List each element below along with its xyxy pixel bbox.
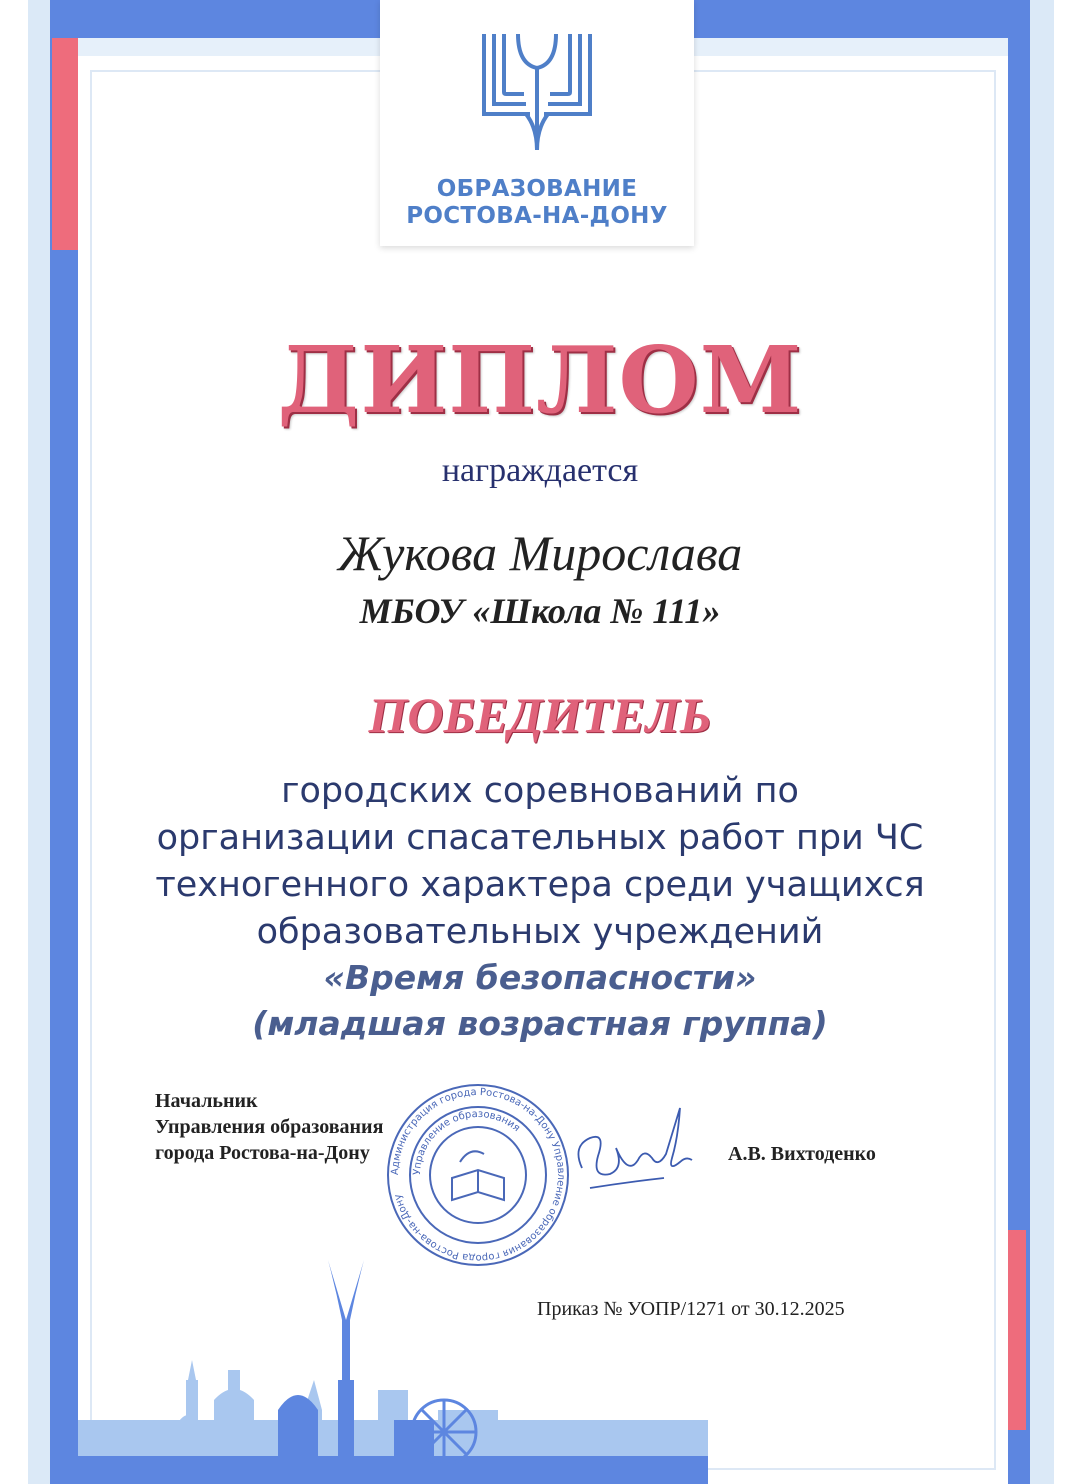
awarded-text: награждается xyxy=(441,452,639,489)
diploma-title: ДИПЛОМ xyxy=(277,326,803,434)
stamp-outer-text: Администрация города Ростова-на-Дону Управление образования города Ростова-на-Дону xyxy=(389,1086,567,1264)
frame-left-pink-stripe xyxy=(52,20,78,250)
contest-name: «Время безопасности» xyxy=(323,958,757,997)
age-group: (младшая возрастная группа) xyxy=(252,1004,828,1043)
stamp-inner-text: Управление образования xyxy=(411,1108,522,1176)
signer-position-line: Начальник xyxy=(155,1090,258,1112)
description-line: техногенного характера среди учащихся xyxy=(155,865,925,905)
signer-position-line: города Ростова-на-Дону xyxy=(155,1142,370,1164)
description-line: городских соревнований по xyxy=(281,771,799,811)
handwritten-signature xyxy=(568,1098,698,1208)
description-line: организации спасательных работ при ЧС xyxy=(156,818,924,858)
signer-position xyxy=(155,1088,383,1166)
logo-card xyxy=(380,0,694,246)
order-reference: Приказ № УОПР/1271 от 30.12.2025 xyxy=(537,1298,845,1320)
award-status: ПОБЕДИТЕЛЬ xyxy=(368,687,712,743)
recipient-school: МБОУ «Школа № 111» xyxy=(359,591,721,631)
description-line: образовательных учреждений xyxy=(256,912,824,952)
official-stamp xyxy=(380,1082,576,1268)
logo-line-1: ОБРАЗОВАНИЕ xyxy=(436,176,638,202)
signer-position-line: Управления образования xyxy=(155,1116,384,1138)
recipient-name: Жукова Мирослава xyxy=(337,525,743,581)
signer-name: А.В. Вихтоденко xyxy=(728,1143,876,1165)
book-letter-u-icon xyxy=(480,30,594,160)
city-skyline-illustration xyxy=(78,1260,708,1484)
logo-line-2: РОСТОВА-НА-ДОНУ xyxy=(406,203,668,229)
